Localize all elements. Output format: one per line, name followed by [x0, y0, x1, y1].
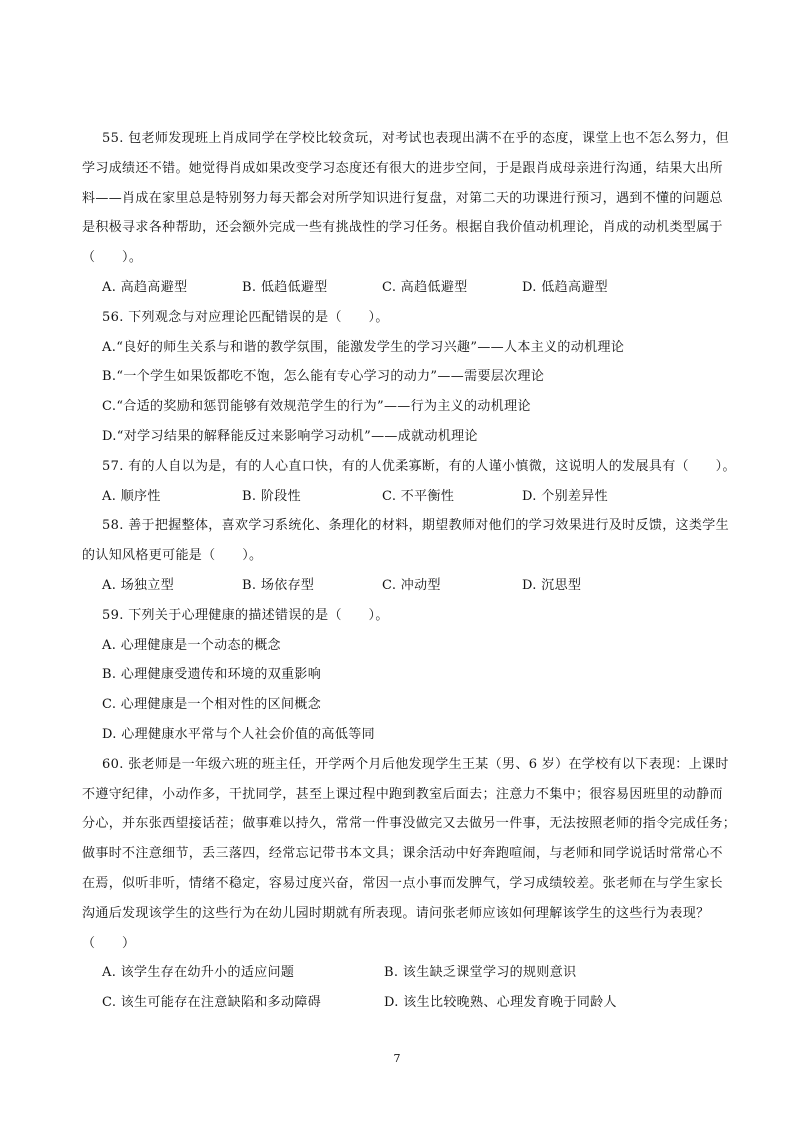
question-stem-line: 59. 下列关于心理健康的描述错误的是（ ）。 — [102, 607, 389, 623]
question-stem-line: 58. 善于把握整体，喜欢学习系统化、条理化的材料，期望教师对他们的学习效果进行及时反馈，这类学生 — [102, 518, 729, 534]
option-b: B. 场依存型 — [242, 577, 315, 593]
answer-options — [82, 571, 722, 601]
option-a: A. 心理健康是一个动态的概念 — [102, 637, 281, 653]
option-d: D. 低趋高避型 — [522, 279, 609, 295]
question-list — [82, 124, 737, 1018]
question-55 — [82, 124, 729, 303]
question-stem-line: 沟通后发现该学生的这些行为在幼儿园时期就有所表现。请问张老师应该如何理解该学生的这些行为表现？ — [82, 905, 710, 921]
option-d: D. 心理健康水平常与个人社会价值的高低等同 — [102, 726, 375, 742]
option-a: A. 顺序性 — [102, 488, 161, 504]
option-c: C. 该生可能存在注意缺陷和多动障碍 — [102, 995, 322, 1011]
option-d: D. 该生比较晚熟、心理发育晚于同龄人 — [384, 995, 617, 1011]
option-d: D.“对学习结果的解释能反过来影响学习动机”——成就动机理论 — [102, 428, 478, 444]
question-stem-line: 的认知风格更可能是（ ）。 — [82, 548, 263, 564]
question-57 — [82, 452, 736, 512]
option-c: C. 冲动型 — [382, 577, 441, 593]
question-stem-line: 不遵守纪律，小动作多，干扰同学，甚至上课过程中跑到教室后面去；注意力不集中；很容易因班里的动静而 — [82, 786, 723, 802]
question-58 — [82, 511, 729, 600]
option-b: B. 心理健康受遗传和环境的双重影响 — [102, 667, 322, 683]
option-b: B. 该生缺乏课堂学习的规则意识 — [384, 965, 577, 981]
question-stem-line: 是积极寻求各种帮助，还会额外完成一些有挑战性的学习任务。根据自我价值动机理论，肖成的动机类型属于 — [82, 220, 723, 236]
question-stem-line: 57. 有的人自以为是，有的人心直口快，有的人优柔寡断，有的人谨小慎微，这说明人的发展具有（ ）。 — [102, 458, 736, 474]
question-stem-line: 学习成绩还不错。她觉得肖成如果改变学习态度还有很大的进步空间，于是跟肖成母亲进行沟通，结果大出所 — [82, 160, 723, 176]
question-stem-line: （ ）。 — [82, 250, 143, 266]
question-stem-line: 在焉，似听非听，情绪不稳定，容易过度兴奋，常因一点小事而发脾气，学习成绩较差。张老师在与学生家长 — [82, 875, 723, 891]
answer-options — [82, 482, 722, 512]
question-stem-line: （ ） — [82, 935, 136, 951]
option-c: C. 心理健康是一个相对性的区间概念 — [102, 697, 322, 713]
question-stem-line: 60. 张老师是一年级六班的班主任，开学两个月后他发现学生王某（男、6 岁）在学校有以下表现：上课时 — [102, 756, 729, 772]
option-b: B.“一个学生如果饭都吃不饱，怎么能有专心学习的动力”——需要层次理论 — [102, 369, 545, 385]
question-stem-line: 做事时不注意细节，丢三落四，经常忘记带书本文具；课余活动中好奔跑喧闹，与老师和同学说话时常常心不 — [82, 846, 723, 862]
question-stem-line: 55. 包老师发现班上肖成同学在学校比较贪玩，对考试也表现出满不在乎的态度，课堂上也不怎么努力，但 — [102, 131, 729, 146]
option-c: C. 不平衡性 — [382, 488, 455, 504]
option-a: A. 高趋高避型 — [102, 279, 188, 295]
option-c: C.“合适的奖励和惩罚能够有效规范学生的行为”——行为主义的动机理论 — [102, 399, 531, 415]
option-a: A.“良好的师生关系与和谐的教学氛围，能激发学生的学习兴趣”——人本主义的动机理论 — [102, 339, 625, 355]
answer-options — [82, 988, 722, 1018]
answer-options — [82, 958, 722, 988]
option-d: D. 个别差异性 — [522, 488, 609, 504]
option-a: A. 该学生存在幼升小的适应问题 — [102, 965, 295, 981]
option-b: B. 低趋低避型 — [242, 279, 328, 295]
option-c: C. 高趋低避型 — [382, 279, 468, 295]
question-stem-line: 56. 下列观念与对应理论匹配错误的是（ ）。 — [102, 309, 389, 325]
question-59 — [82, 601, 722, 750]
option-d: D. 沉思型 — [522, 577, 582, 593]
question-56 — [82, 303, 722, 452]
question-stem-line: 分心，并东张西望接话茬；做事难以持久，常常一件事没做完又去做另一件事，无法按照老师的指令完成任务； — [82, 816, 737, 832]
answer-options — [82, 273, 722, 303]
option-b: B. 阶段性 — [242, 488, 301, 504]
page-number: 7 — [393, 1052, 401, 1065]
question-60 — [82, 750, 737, 1018]
option-a: A. 场独立型 — [102, 577, 175, 593]
question-stem-line: 料——肖成在家里总是特别努力每天都会对所学知识进行复盘，对第二天的功课进行预习，遇到不懂的问题总 — [82, 190, 723, 206]
